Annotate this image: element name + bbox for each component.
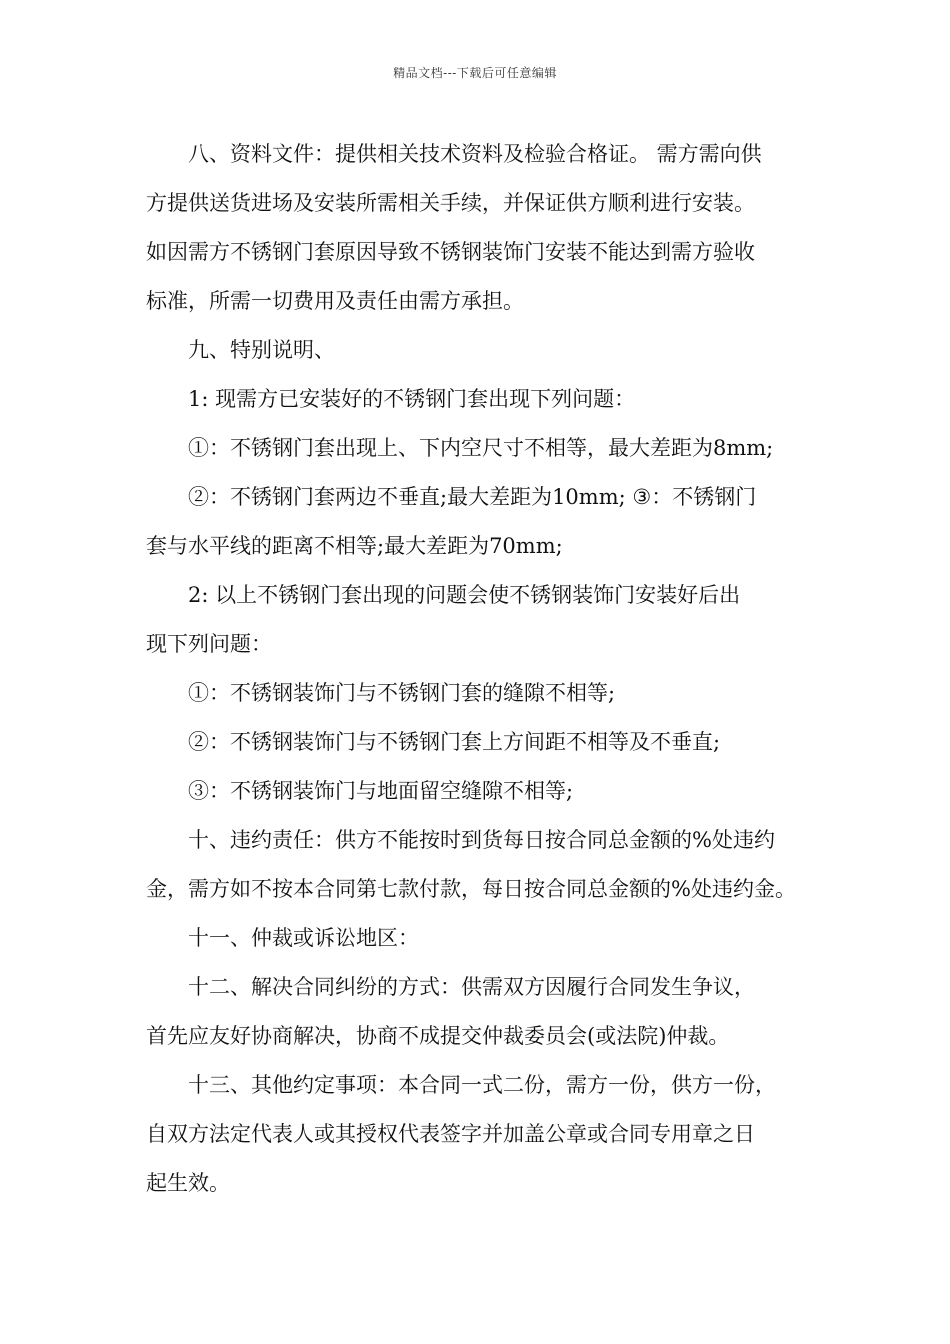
text-line: ③：不锈钢装饰门与地面留空缝隙不相等; <box>188 779 574 803</box>
page-header: 精品文档---下载后可任意编辑 <box>393 66 557 80</box>
text-line: 起生效。 <box>146 1171 230 1195</box>
text-line: 金，需方如不按本合同第七款付款，每日按合同总金额的%处违约金。 <box>146 877 796 901</box>
text-line: 十、违约责任：供方不能按时到货每日按合同总金额的%处违约 <box>188 828 775 852</box>
text-line: 自双方法定代表人或其授权代表签字并加盖公章或合同专用章之日 <box>146 1122 755 1146</box>
text-line: 首先应友好协商解决，协商不成提交仲裁委员会(或法院)仲裁。 <box>146 1024 730 1048</box>
text-line: ①：不锈钢门套出现上、下内空尺寸不相等，最大差距为8mm; <box>188 436 774 460</box>
text-line: 如因需方不锈钢门套原因导致不锈钢装饰门安装不能达到需方验收 <box>146 240 755 264</box>
text-line: 十二、解决合同纠纷的方式：供需双方因履行合同发生争议， <box>188 975 755 999</box>
text-line: ①：不锈钢装饰门与不锈钢门套的缝隙不相等; <box>188 681 616 705</box>
text-line: 1: 现需方已安装好的不锈钢门套出现下列问题： <box>188 387 636 411</box>
text-line: 十三、其他约定事项：本合同一式二份，需方一份，供方一份， <box>188 1073 776 1097</box>
section-heading: 九、特别说明、 <box>188 338 335 362</box>
text-line: 套与水平线的距离不相等;最大差距为70mm; <box>146 534 563 558</box>
text-line: 2: 以上不锈钢门套出现的问题会使不锈钢装饰门安装好后出 <box>188 583 741 607</box>
text-line: 方提供送货进场及安装所需相关手续，并保证供方顺利进行安装。 <box>146 191 755 215</box>
text-line: 现下列问题： <box>146 632 272 656</box>
document-body <box>146 130 814 1208</box>
text-line: 标准，所需一切费用及责任由需方承担。 <box>146 289 524 313</box>
section-heading: 十一、仲裁或诉讼地区： <box>188 926 419 950</box>
text-line: ②：不锈钢门套两边不垂直;最大差距为10mm; ③：不锈钢门 <box>188 485 757 509</box>
text-line: 八、资料文件：提供相关技术资料及检验合格证。 需方需向供 <box>188 142 762 166</box>
text-line: ②：不锈钢装饰门与不锈钢门套上方间距不相等及不垂直; <box>188 730 721 754</box>
